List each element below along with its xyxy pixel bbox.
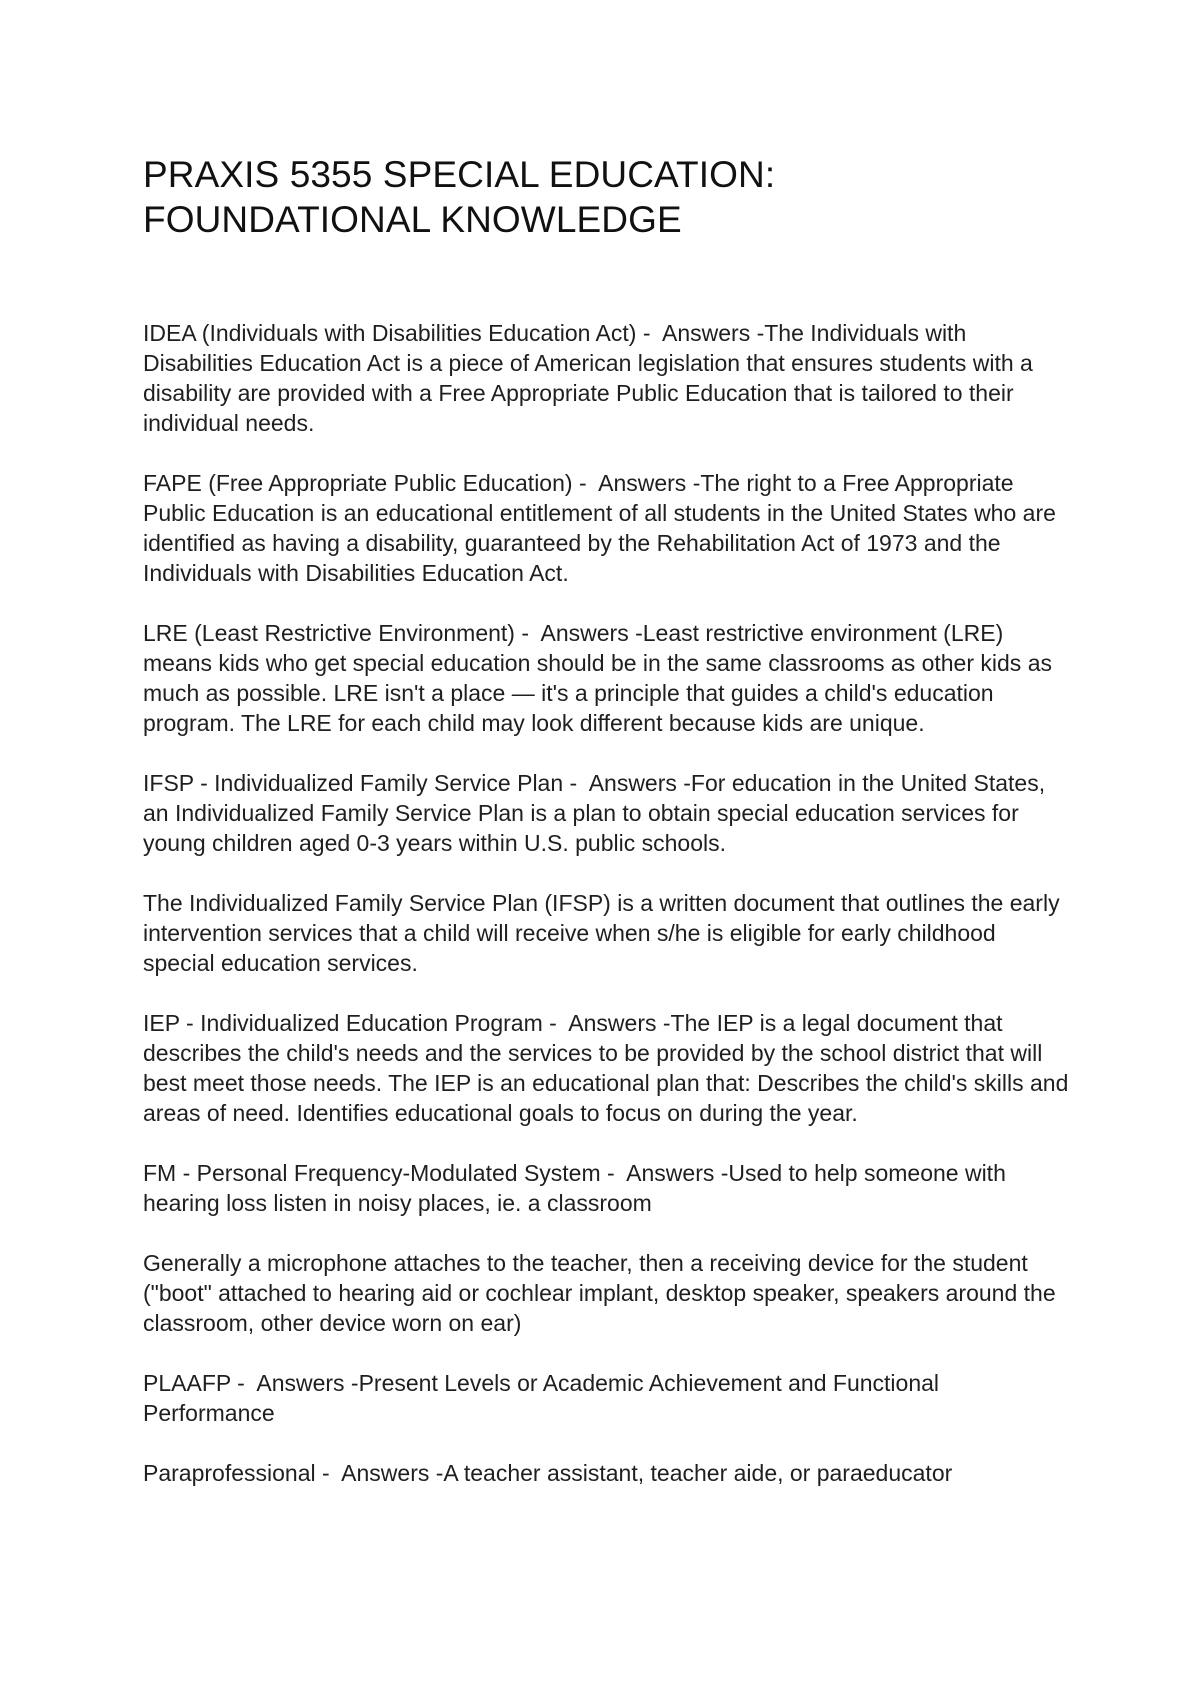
entry-idea: IDEA (Individuals with Disabilities Education Act) - Answers -The Individuals with Disabilities Education Act is a piece of American legislation that ensures students with a disability are provided with a Free Appropriate Public Education that is tailored to their individual needs. bbox=[143, 320, 1040, 436]
entry-iep: IEP - Individualized Education Program - Answers -The IEP is a legal document that describes the child's needs and the services to be provided by the school district that will best meet those needs. The IEP is an educational plan that: Describes the child's skills and areas of need. Identifies educational goals to focus on during the year. bbox=[143, 1010, 1075, 1126]
flashcard-list bbox=[143, 318, 1075, 1488]
entry-ifsp-detail: The Individualized Family Service Plan (IFSP) is a written document that outlines the early intervention services that a child will receive when s/he is eligible for early childhood special education services. bbox=[143, 890, 1066, 976]
entry-fm-system: FM - Personal Frequency-Modulated System - Answers -Used to help someone with hearing loss listen in noisy places, ie. a classroom bbox=[143, 1160, 1013, 1216]
entry-plaafp: PLAAFP - Answers -Present Levels or Academic Achievement and Functional Performance bbox=[143, 1370, 946, 1426]
page-title: PRAXIS 5355 SPECIAL EDUCATION: FOUNDATIONAL KNOWLEDGE bbox=[143, 154, 776, 240]
entry-fape: FAPE (Free Appropriate Public Education) - Answers -The right to a Free Appropriate Public Education is an educational entitlement of all students in the United States who are identified as having a disability, guaranteed by the Rehabilitation Act of 1973 and the Individuals with Disabilities Education Act. bbox=[143, 470, 1063, 586]
entry-lre: LRE (Least Restrictive Environment) - Answers -Least restrictive environment (LRE) means kids who get special education should be in the same classrooms as other kids as much as possible. LRE isn't a place — it's a principle that guides a child's education program. The LRE for each child may look different because kids are unique. bbox=[143, 620, 1059, 736]
entry-ifsp: IFSP - Individualized Family Service Plan - Answers -For education in the United States, an Individualized Family Service Plan is a plan to obtain special education services for young children aged 0-3 years within U.S. public schools. bbox=[143, 770, 1052, 856]
entry-fm-detail: Generally a microphone attaches to the teacher, then a receiving device for the student ("boot" attached to hearing aid or cochlear implant, desktop speaker, speakers around the classroom, other device worn on ear) bbox=[143, 1250, 1063, 1336]
entry-paraprofessional: Paraprofessional - Answers -A teacher assistant, teacher aide, or paraeducator bbox=[143, 1460, 953, 1486]
